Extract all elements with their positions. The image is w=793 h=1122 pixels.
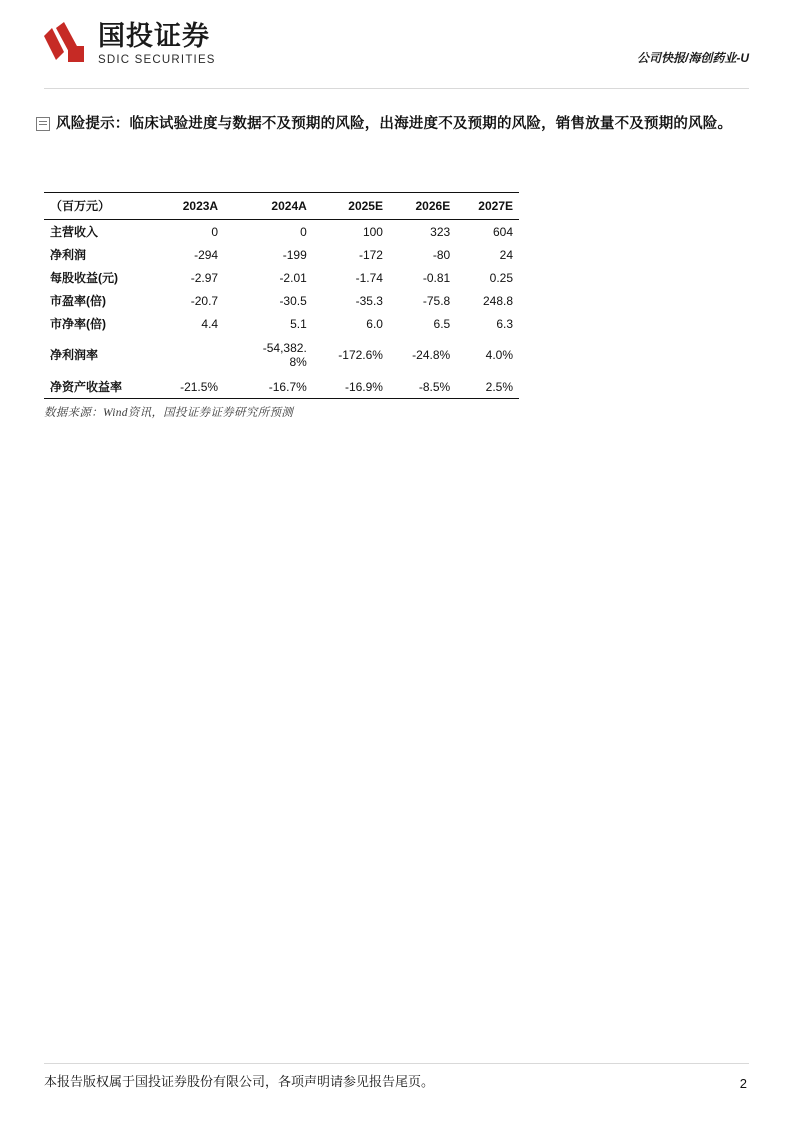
row-label: 市盈率(倍): [50, 294, 106, 308]
row-value-text: -54,382.8%: [262, 341, 307, 369]
row-label: 净利润率: [50, 348, 99, 362]
table-header-2024a: 2024A: [271, 198, 307, 213]
table-header-2027e: 2027E: [478, 198, 513, 213]
brand-name-cn: 国投证券: [98, 21, 210, 52]
row-value: -21.5%: [180, 379, 219, 394]
row-label: 净资产收益率: [50, 380, 123, 394]
row-value: 4.4: [201, 316, 219, 331]
row-value: -2.01: [279, 270, 307, 285]
row-value: 248.8: [482, 293, 513, 308]
table-row: [44, 243, 519, 266]
financial-summary-table: [44, 192, 519, 420]
row-value: 6.3: [496, 316, 513, 331]
row-value: -199: [282, 247, 307, 262]
sdic-diagonal-bars-logo-icon: [44, 22, 90, 68]
table-row: [44, 312, 519, 335]
table-row: [44, 375, 519, 399]
row-label: 净利润: [50, 248, 87, 262]
row-value: [224, 335, 313, 375]
row-value: 100: [362, 224, 383, 239]
page-header: [44, 22, 749, 84]
table-header-2026e: 2026E: [415, 198, 451, 213]
row-value: 604: [492, 224, 513, 239]
table-header-2025e: 2025E: [348, 198, 383, 213]
row-value: 6.0: [366, 316, 383, 331]
row-label: 主营收入: [50, 225, 99, 239]
row-value: -80: [432, 247, 451, 262]
brand-name-en: SDIC SECURITIES: [98, 54, 216, 67]
footer-divider: [44, 1063, 749, 1064]
row-value: -1.74: [355, 270, 383, 285]
footer-copyright: 本报告版权属于国投证券股份有限公司，各项声明请参见报告尾页。: [44, 1074, 435, 1089]
table-row: [44, 220, 519, 244]
row-value: [157, 335, 224, 375]
table-header-row: [44, 193, 519, 220]
row-value: -20.7: [190, 293, 219, 308]
risk-paragraph: [56, 112, 732, 136]
row-value: -8.5%: [418, 379, 451, 394]
row-value: 2.5%: [485, 379, 513, 394]
table-row: [44, 289, 519, 312]
row-value: -2.97: [190, 270, 219, 285]
row-value: -75.8: [422, 293, 451, 308]
row-value: 323: [430, 224, 451, 239]
header-divider: [44, 88, 749, 89]
row-value: 24: [499, 247, 513, 262]
row-value: -35.3: [355, 293, 383, 308]
row-value: 0: [211, 224, 219, 239]
row-value: -30.5: [279, 293, 307, 308]
table-header-unit: （百万元）: [50, 199, 111, 213]
table-row: [44, 335, 519, 375]
row-value: 4.0%: [485, 348, 513, 362]
row-value: -0.81: [422, 270, 451, 285]
row-value: -24.8%: [412, 348, 451, 362]
row-value: 6.5: [433, 316, 451, 331]
row-value: -16.7%: [268, 379, 307, 394]
table-source-note: 数据来源：Wind资讯，国投证券证券研究所预测: [44, 407, 294, 419]
risk-disclosure-block: [36, 112, 733, 136]
row-value: -16.9%: [344, 379, 383, 394]
brand-logo-text: [98, 23, 216, 67]
row-value: 5.1: [290, 316, 307, 331]
row-value: 0.25: [489, 270, 513, 285]
row-value: -294: [194, 247, 219, 262]
note-icon: [36, 117, 50, 131]
row-label: 每股收益(元): [50, 271, 118, 285]
page-number: 2: [739, 1076, 747, 1091]
header-document-label: 公司快报/海创药业-U: [637, 51, 749, 65]
row-value: -172.6%: [338, 348, 383, 362]
risk-body: 临床试验进度与数据不及预期的风险，出海进度不及预期的风险，销售放量不及预期的风险。: [129, 116, 733, 132]
brand-logo: [44, 22, 216, 68]
row-label: 市净率(倍): [50, 317, 106, 331]
row-value: -172: [358, 247, 383, 262]
table-row: [44, 266, 519, 289]
risk-label: 风险提示：: [56, 116, 130, 132]
table-header-2023a: 2023A: [182, 198, 219, 213]
row-value: 0: [300, 224, 307, 239]
